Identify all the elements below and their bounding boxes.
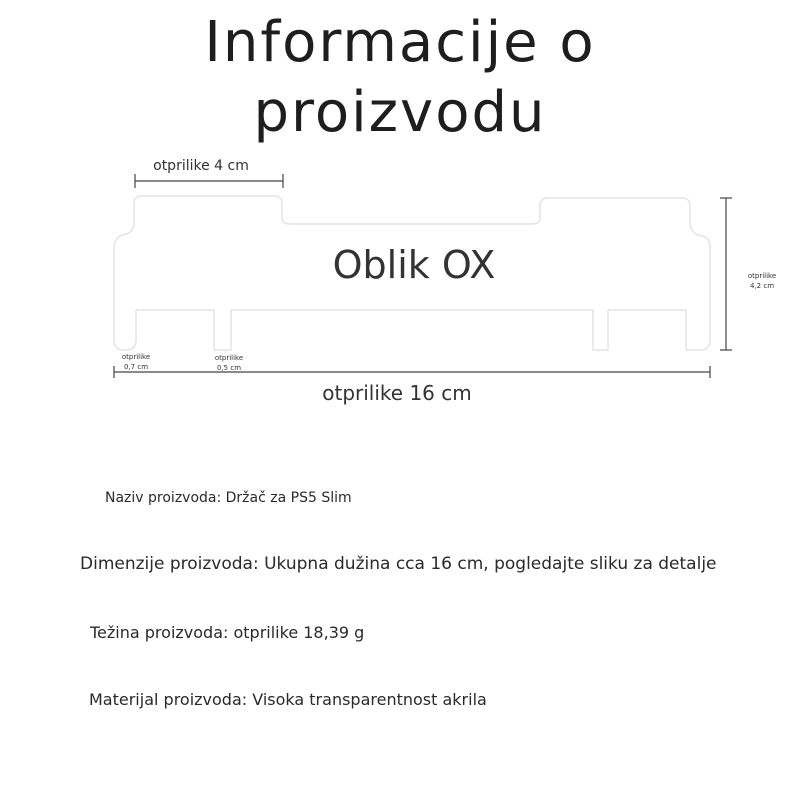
shape-label: Oblik OX (332, 243, 496, 287)
leg2-label-line-1: otprilike (214, 354, 244, 362)
total-length-label: otprilike 16 cm (322, 381, 472, 405)
product-name-text: Naziv proizvoda: Držač za PS5 Slim (105, 490, 352, 506)
page-title-line-1: Informacije o (204, 10, 596, 75)
product-weight-text: Težina proizvoda: otprilike 18,39 g (90, 623, 365, 642)
page-title (0, 8, 800, 148)
leg1-label-line-1: otprilike (121, 353, 151, 361)
leg1-label-line-2: 0,7 cm (123, 363, 149, 371)
product-material-text: Materijal proizvoda: Visoka transparentnost akrila (89, 690, 487, 709)
product-diagram (0, 150, 800, 420)
top-width-label: otprilike 4 cm (153, 158, 249, 174)
product-dimensions-text: Dimenzije proizvoda: Ukupna dužina cca 16 cm, pogledajte sliku za detalje (80, 554, 717, 574)
height-label-line-1: otprilike (747, 272, 777, 280)
page-title-line-2: proizvodu (253, 80, 547, 145)
height-label-line-2: 4,2 cm (749, 282, 775, 290)
leg2-label-line-2: 0,5 cm (216, 364, 242, 372)
